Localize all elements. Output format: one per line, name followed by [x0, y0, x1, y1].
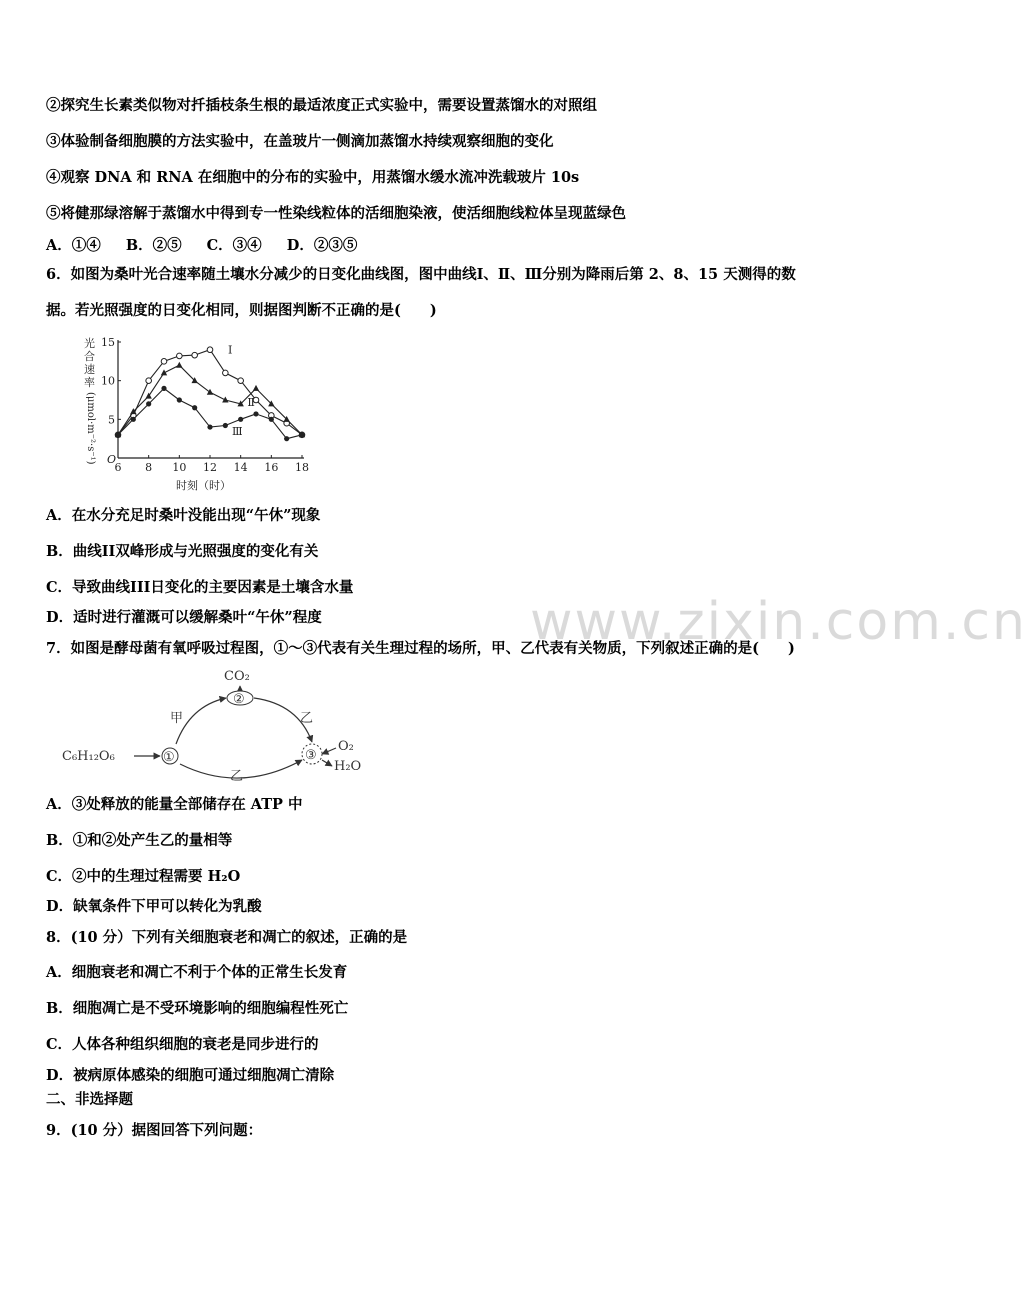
series-1-point-12 [207, 347, 213, 353]
yi-bottom-label: 乙 [230, 769, 244, 784]
watermark: www.zixin.com.cn [530, 592, 1027, 652]
section-heading: 二、非选择题 [46, 1091, 133, 1108]
co2-label: CO₂ [224, 669, 250, 684]
q7-option-b: B．①和②处产生乙的量相等 [46, 832, 233, 849]
q7-option-d: D．缺氧条件下甲可以转化为乳酸 [46, 898, 262, 915]
q6-option-b: B．曲线II双峰形成与光照强度的变化有关 [46, 543, 319, 560]
o2-arrow [322, 748, 336, 754]
series-1-point-14 [238, 378, 244, 384]
y-tick-label-5: 5 [108, 413, 115, 427]
site1-label: ① [163, 750, 175, 765]
site2-label: ② [233, 692, 245, 707]
q7-stem: 7．如图是酵母菌有氧呼吸过程图，①～③代表有关生理过程的场所，甲、乙代表有关物质，下列叙述正确的是( ) [46, 640, 795, 657]
series-1-point-11 [192, 352, 198, 358]
glucose-label: C₆H₁₂O₆ [62, 749, 115, 764]
y-label-char-4: 率 [84, 376, 95, 389]
q7-option-c: C．②中的生理过程需要 H₂O [46, 868, 241, 885]
series-3-point-7 [131, 417, 136, 422]
series-3-point-16 [269, 417, 274, 422]
q5-option-a: A．①④ [46, 237, 101, 254]
q9-stem: 9．(10 分）据图回答下列问题： [46, 1122, 263, 1139]
x-tick-label-6: 6 [114, 461, 122, 474]
series-3-label: Ⅲ [232, 425, 243, 439]
q7-option-a: A．③处释放的能量全部储存在 ATP 中 [46, 796, 303, 813]
series-3-point-8 [146, 401, 151, 406]
x-tick-label-8: 8 [145, 461, 153, 474]
x-axis-label: 时刻（时） [176, 479, 231, 492]
series-3-point-15 [253, 411, 258, 416]
q8-option-a: A．细胞衰老和凋亡不利于个体的正常生长发育 [46, 964, 348, 981]
q6-option-c: C．导致曲线III日变化的主要因素是土壤含水量 [46, 579, 354, 596]
series-1-point-8 [146, 378, 152, 384]
o2-label: O₂ [338, 739, 354, 754]
x-tick-label-10: 10 [172, 461, 187, 474]
y-tick-label-15: 15 [101, 336, 115, 349]
y-tick-label-10: 10 [101, 374, 115, 388]
series-3-point-10 [177, 397, 182, 402]
series-3-point-9 [161, 386, 166, 391]
x-tick-label-18: 18 [295, 461, 309, 474]
x-tick-label-14: 14 [233, 461, 248, 474]
series-2-point-9 [161, 369, 167, 375]
series-1-point-9 [161, 359, 167, 365]
q6-option-a: A．在水分充足时桑叶没能出现“午休”现象 [46, 507, 321, 524]
series-1-point-10 [177, 353, 183, 359]
photosynthesis-chart [76, 332, 316, 494]
site3-label: ③ [305, 748, 317, 763]
y-label-char-3: 速 [84, 363, 95, 376]
q5-options [46, 234, 377, 255]
series-3-point-14 [238, 417, 243, 422]
q5-item-3: ③体验制备细胞膜的方法实验中，在盖玻片一侧滴加蒸馏水持续观察细胞的变化 [46, 133, 554, 150]
series-2-label: Ⅱ [247, 396, 255, 409]
x-tick-label-12: 12 [203, 461, 217, 474]
h2o-label: H₂O [334, 759, 362, 774]
series-3-point-18 [299, 432, 304, 437]
series-3-point-17 [284, 436, 289, 441]
arrow-site1-to-site2 [176, 698, 226, 744]
y-label-unit: (μmol·m⁻²·s⁻¹) [85, 392, 96, 465]
yi-top-label: 乙 [300, 711, 314, 726]
series-2-line [118, 365, 302, 435]
q5-item-5: ⑤将健那绿溶解于蒸馏水中得到专一性染线粒体的活细胞染液，使活细胞线粒体呈现蓝绿色 [46, 205, 626, 222]
q6-option-d: D．适时进行灌溉可以缓解桑叶“午休”程度 [46, 609, 322, 626]
series-3-point-13 [223, 423, 228, 428]
q5-option-c: C．③④ [206, 237, 262, 254]
q5-option-b: B．②⑤ [125, 237, 182, 254]
series-2-point-12 [207, 389, 213, 395]
q8-option-d: D．被病原体感染的细胞可通过细胞凋亡清除 [46, 1067, 335, 1084]
q5-item-2: ②探究生长素类似物对扦插枝条生根的最适浓度正式实验中，需要设置蒸馏水的对照组 [46, 97, 597, 114]
y-label-char-2: 合 [84, 350, 95, 363]
q5-option-d: D．②③⑤ [286, 237, 358, 254]
q8-option-c: C．人体各种组织细胞的衰老是同步进行的 [46, 1036, 319, 1053]
jia-label: 甲 [170, 711, 184, 726]
series-2-point-15 [253, 385, 259, 391]
q6-stem-line1: 6．如图为桑叶光合速率随土壤水分减少的日变化曲线图，图中曲线Ⅰ、Ⅱ、Ⅲ分别为降雨后第 2、8、15 天测得的数 [46, 266, 796, 283]
series-2-point-10 [176, 362, 182, 368]
q8-stem: 8．(10 分）下列有关细胞衰老和凋亡的叙述，正确的是 [46, 929, 408, 946]
series-3-point-11 [192, 405, 197, 410]
series-1-point-13 [223, 370, 229, 376]
q8-option-b: B．细胞凋亡是不受环境影响的细胞编程性死亡 [46, 1000, 349, 1017]
series-3-point-6 [115, 432, 120, 437]
series-1-label: Ⅰ [228, 343, 233, 357]
x-tick-label-16: 16 [264, 461, 279, 474]
origin-label: O [107, 453, 117, 466]
respiration-diagram [50, 664, 390, 788]
h2o-arrow [322, 760, 332, 766]
q6-stem-line2: 据。若光照强度的日变化相同，则据图判断不正确的是( ) [46, 302, 437, 319]
q5-item-4: ④观察 DNA 和 RNA 在细胞中的分布的实验中，用蒸馏水缓水流冲洗载玻片 10s [46, 169, 580, 186]
y-label-char-1: 光 [84, 337, 95, 350]
series-3-point-12 [207, 424, 212, 429]
series-3-line [118, 388, 302, 438]
